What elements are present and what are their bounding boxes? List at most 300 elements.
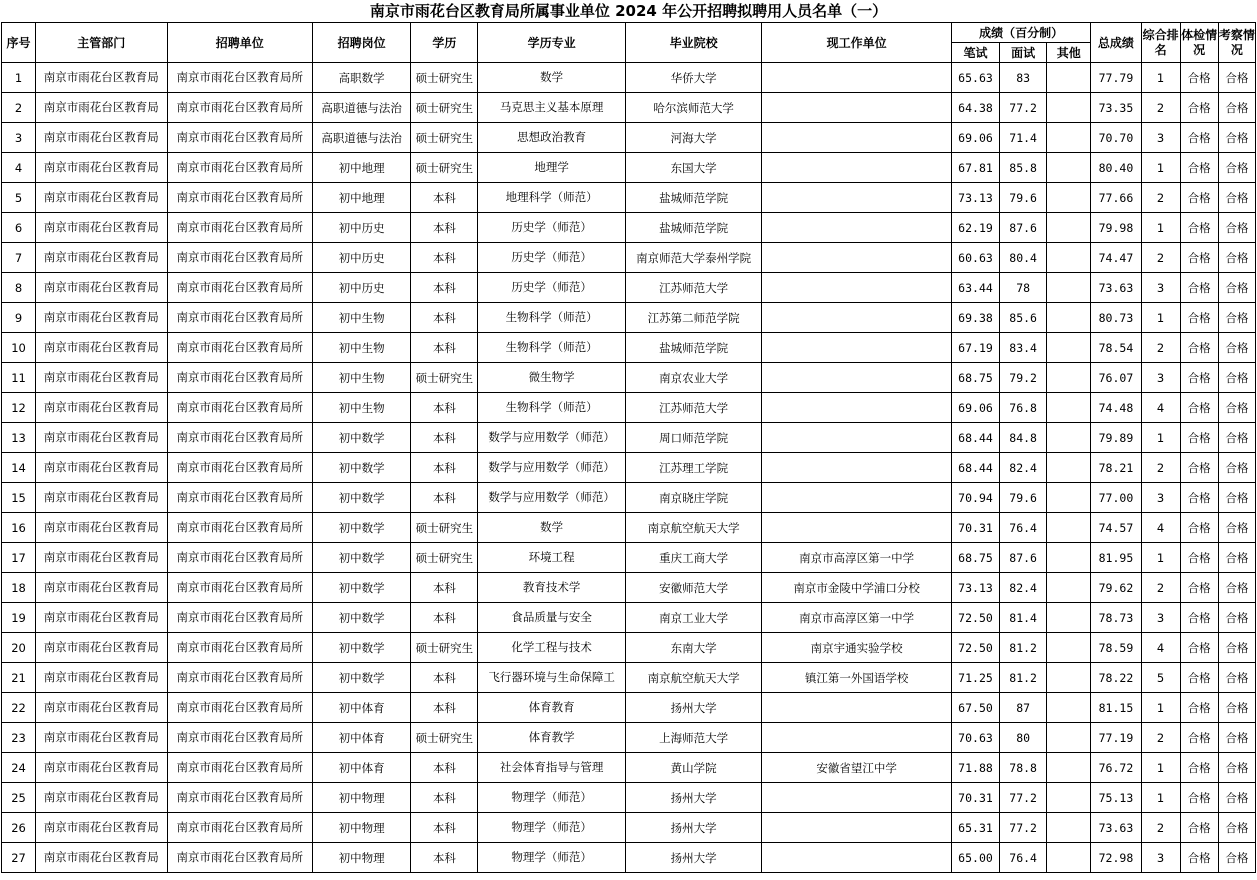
cell-unit: 南京市雨花台区教育局所 [167,633,312,663]
cell-post: 初中数学 [312,543,410,573]
cell-other [1047,543,1091,573]
cell-physical: 合格 [1180,663,1218,693]
cell-inspect: 合格 [1218,813,1255,843]
cell-major: 微生物学 [478,363,625,393]
cell-inspect: 合格 [1218,153,1255,183]
cell-edu: 本科 [411,483,478,513]
cell-total: 77.66 [1091,183,1141,213]
cell-total: 78.21 [1091,453,1141,483]
header-written: 笔试 [951,43,999,63]
cell-physical: 合格 [1180,183,1218,213]
cell-work [762,333,952,363]
cell-seq: 3 [2,123,36,153]
cell-school: 江苏理工学院 [625,453,761,483]
cell-rank: 2 [1141,93,1180,123]
cell-post: 初中物理 [312,813,410,843]
cell-other [1047,363,1091,393]
cell-physical: 合格 [1180,543,1218,573]
cell-other [1047,93,1091,123]
cell-inspect: 合格 [1218,573,1255,603]
cell-other [1047,243,1091,273]
cell-written: 70.63 [951,723,999,753]
cell-school: 扬州大学 [625,693,761,723]
cell-rank: 1 [1141,543,1180,573]
cell-interview: 87 [1000,693,1047,723]
cell-school: 周口师范学院 [625,423,761,453]
table-row [2,243,1256,273]
cell-unit: 南京市雨花台区教育局所 [167,513,312,543]
cell-interview: 79.6 [1000,483,1047,513]
cell-total: 74.47 [1091,243,1141,273]
cell-edu: 本科 [411,423,478,453]
cell-work [762,393,952,423]
cell-major: 思想政治教育 [478,123,625,153]
table-row [2,453,1256,483]
cell-inspect: 合格 [1218,753,1255,783]
cell-work [762,93,952,123]
cell-physical: 合格 [1180,243,1218,273]
cell-written: 70.31 [951,783,999,813]
cell-total: 75.13 [1091,783,1141,813]
cell-dept: 南京市雨花台区教育局 [36,63,167,93]
cell-physical: 合格 [1180,603,1218,633]
cell-rank: 1 [1141,783,1180,813]
cell-major: 体育教学 [478,723,625,753]
cell-interview: 82.4 [1000,573,1047,603]
cell-rank: 4 [1141,633,1180,663]
cell-inspect: 合格 [1218,783,1255,813]
cell-work [762,483,952,513]
cell-post: 初中生物 [312,393,410,423]
cell-school: 东国大学 [625,153,761,183]
cell-physical: 合格 [1180,393,1218,423]
cell-written: 65.00 [951,843,999,873]
cell-major: 教育技术学 [478,573,625,603]
cell-edu: 本科 [411,393,478,423]
cell-unit: 南京市雨花台区教育局所 [167,573,312,603]
cell-written: 69.06 [951,393,999,423]
cell-unit: 南京市雨花台区教育局所 [167,363,312,393]
cell-other [1047,603,1091,633]
cell-work [762,453,952,483]
cell-dept: 南京市雨花台区教育局 [36,513,167,543]
cell-written: 73.13 [951,183,999,213]
cell-rank: 2 [1141,243,1180,273]
cell-written: 67.81 [951,153,999,183]
cell-dept: 南京市雨花台区教育局 [36,183,167,213]
cell-interview: 87.6 [1000,213,1047,243]
cell-rank: 2 [1141,813,1180,843]
cell-total: 78.22 [1091,663,1141,693]
cell-physical: 合格 [1180,843,1218,873]
header-inspect: 考察情况 [1218,23,1255,63]
cell-dept: 南京市雨花台区教育局 [36,633,167,663]
cell-physical: 合格 [1180,363,1218,393]
table-row [2,303,1256,333]
cell-rank: 1 [1141,423,1180,453]
cell-seq: 10 [2,333,36,363]
table-row [2,183,1256,213]
cell-major: 历史学（师范） [478,243,625,273]
cell-seq: 12 [2,393,36,423]
cell-dept: 南京市雨花台区教育局 [36,153,167,183]
cell-post: 初中历史 [312,273,410,303]
cell-other [1047,753,1091,783]
cell-major: 数学与应用数学（师范） [478,423,625,453]
cell-dept: 南京市雨花台区教育局 [36,663,167,693]
cell-school: 扬州大学 [625,783,761,813]
cell-unit: 南京市雨花台区教育局所 [167,303,312,333]
cell-other [1047,273,1091,303]
cell-other [1047,303,1091,333]
cell-edu: 硕士研究生 [411,723,478,753]
cell-work: 南京市高淳区第一中学 [762,603,952,633]
cell-dept: 南京市雨花台区教育局 [36,543,167,573]
cell-major: 地理学 [478,153,625,183]
table-row [2,363,1256,393]
table-body [2,63,1256,873]
cell-written: 70.94 [951,483,999,513]
cell-rank: 2 [1141,723,1180,753]
cell-major: 数学与应用数学（师范） [478,453,625,483]
table-row [2,843,1256,873]
cell-dept: 南京市雨花台区教育局 [36,243,167,273]
cell-interview: 80.4 [1000,243,1047,273]
cell-work: 镇江第一外国语学校 [762,663,952,693]
table-row [2,603,1256,633]
cell-rank: 1 [1141,63,1180,93]
cell-seq: 6 [2,213,36,243]
cell-physical: 合格 [1180,573,1218,603]
cell-post: 初中地理 [312,153,410,183]
header-seq: 序号 [2,23,36,63]
cell-unit: 南京市雨花台区教育局所 [167,273,312,303]
cell-post: 初中数学 [312,573,410,603]
cell-major: 历史学（师范） [478,273,625,303]
cell-total: 76.07 [1091,363,1141,393]
cell-edu: 本科 [411,183,478,213]
cell-written: 68.75 [951,363,999,393]
cell-school: 扬州大学 [625,843,761,873]
cell-total: 76.72 [1091,753,1141,783]
table-row [2,813,1256,843]
cell-edu: 本科 [411,213,478,243]
cell-other [1047,63,1091,93]
cell-post: 初中数学 [312,603,410,633]
cell-work [762,303,952,333]
cell-dept: 南京市雨花台区教育局 [36,453,167,483]
table-row [2,633,1256,663]
cell-work: 南京市金陵中学浦口分校 [762,573,952,603]
cell-post: 初中历史 [312,243,410,273]
cell-school: 南京航空航天大学 [625,513,761,543]
cell-post: 初中历史 [312,213,410,243]
cell-work [762,273,952,303]
page-title: 南京市雨花台区教育局所属事业单位 2024 年公开招聘拟聘用人员名单（一） [369,2,888,20]
cell-school: 重庆工商大学 [625,543,761,573]
cell-rank: 4 [1141,513,1180,543]
cell-work: 安徽省望江中学 [762,753,952,783]
cell-seq: 14 [2,453,36,483]
cell-school: 黄山学院 [625,753,761,783]
cell-work [762,183,952,213]
cell-total: 73.63 [1091,273,1141,303]
cell-rank: 2 [1141,183,1180,213]
cell-physical: 合格 [1180,423,1218,453]
cell-dept: 南京市雨花台区教育局 [36,393,167,423]
cell-total: 78.73 [1091,603,1141,633]
cell-interview: 82.4 [1000,453,1047,483]
cell-total: 81.15 [1091,693,1141,723]
cell-school: 安徽师范大学 [625,573,761,603]
cell-major: 体育教育 [478,693,625,723]
cell-work [762,363,952,393]
cell-unit: 南京市雨花台区教育局所 [167,693,312,723]
cell-unit: 南京市雨花台区教育局所 [167,393,312,423]
cell-major: 生物科学（师范） [478,333,625,363]
cell-dept: 南京市雨花台区教育局 [36,843,167,873]
cell-total: 79.98 [1091,213,1141,243]
cell-seq: 19 [2,603,36,633]
cell-major: 马克思主义基本原理 [478,93,625,123]
cell-physical: 合格 [1180,483,1218,513]
cell-post: 初中数学 [312,633,410,663]
header-post: 招聘岗位 [312,23,410,63]
cell-post: 初中数学 [312,663,410,693]
table-row [2,393,1256,423]
cell-total: 74.48 [1091,393,1141,423]
cell-work [762,213,952,243]
cell-post: 初中数学 [312,513,410,543]
cell-post: 初中体育 [312,693,410,723]
cell-edu: 本科 [411,573,478,603]
table-row [2,423,1256,453]
cell-dept: 南京市雨花台区教育局 [36,693,167,723]
cell-interview: 83 [1000,63,1047,93]
cell-dept: 南京市雨花台区教育局 [36,753,167,783]
cell-inspect: 合格 [1218,63,1255,93]
cell-seq: 15 [2,483,36,513]
header-dept: 主管部门 [36,23,167,63]
table-row [2,153,1256,183]
cell-other [1047,663,1091,693]
cell-edu: 本科 [411,303,478,333]
header-other: 其他 [1047,43,1091,63]
table-row [2,693,1256,723]
cell-dept: 南京市雨花台区教育局 [36,273,167,303]
table-row [2,93,1256,123]
cell-written: 72.50 [951,603,999,633]
cell-other [1047,843,1091,873]
cell-work: 南京市高淳区第一中学 [762,543,952,573]
cell-school: 南京晓庄学院 [625,483,761,513]
cell-total: 70.70 [1091,123,1141,153]
cell-rank: 3 [1141,123,1180,153]
cell-post: 初中体育 [312,723,410,753]
cell-other [1047,423,1091,453]
cell-work [762,153,952,183]
cell-written: 67.50 [951,693,999,723]
cell-inspect: 合格 [1218,123,1255,153]
cell-physical: 合格 [1180,693,1218,723]
cell-rank: 2 [1141,453,1180,483]
cell-major: 飞行器环境与生命保障工 [478,663,625,693]
cell-major: 历史学（师范） [478,213,625,243]
cell-total: 77.19 [1091,723,1141,753]
cell-other [1047,453,1091,483]
cell-interview: 77.2 [1000,783,1047,813]
cell-school: 江苏师范大学 [625,273,761,303]
cell-seq: 17 [2,543,36,573]
cell-major: 物理学（师范） [478,813,625,843]
cell-interview: 81.2 [1000,633,1047,663]
cell-major: 社会体育指导与管理 [478,753,625,783]
cell-edu: 本科 [411,453,478,483]
cell-interview: 78.8 [1000,753,1047,783]
table-row [2,663,1256,693]
candidate-table [1,22,1256,873]
table-row [2,543,1256,573]
cell-inspect: 合格 [1218,273,1255,303]
table-row [2,123,1256,153]
cell-written: 68.75 [951,543,999,573]
cell-total: 79.89 [1091,423,1141,453]
cell-written: 65.63 [951,63,999,93]
cell-post: 初中物理 [312,783,410,813]
table-row [2,723,1256,753]
cell-seq: 2 [2,93,36,123]
cell-school: 南京工业大学 [625,603,761,633]
cell-school: 盐城师范学院 [625,213,761,243]
cell-physical: 合格 [1180,123,1218,153]
cell-dept: 南京市雨花台区教育局 [36,783,167,813]
cell-other [1047,213,1091,243]
cell-physical: 合格 [1180,633,1218,663]
cell-dept: 南京市雨花台区教育局 [36,813,167,843]
cell-seq: 16 [2,513,36,543]
cell-other [1047,513,1091,543]
cell-physical: 合格 [1180,273,1218,303]
cell-inspect: 合格 [1218,693,1255,723]
cell-interview: 78 [1000,273,1047,303]
cell-seq: 25 [2,783,36,813]
cell-seq: 5 [2,183,36,213]
header-total: 总成绩 [1091,23,1141,63]
cell-unit: 南京市雨花台区教育局所 [167,483,312,513]
cell-unit: 南京市雨花台区教育局所 [167,453,312,483]
cell-physical: 合格 [1180,813,1218,843]
cell-physical: 合格 [1180,513,1218,543]
cell-work [762,723,952,753]
cell-rank: 1 [1141,153,1180,183]
cell-physical: 合格 [1180,453,1218,483]
cell-seq: 18 [2,573,36,603]
cell-inspect: 合格 [1218,633,1255,663]
cell-interview: 80 [1000,723,1047,753]
cell-inspect: 合格 [1218,483,1255,513]
table-row [2,483,1256,513]
cell-other [1047,483,1091,513]
cell-written: 63.44 [951,273,999,303]
cell-edu: 本科 [411,603,478,633]
cell-interview: 87.6 [1000,543,1047,573]
cell-seq: 23 [2,723,36,753]
cell-major: 生物科学（师范） [478,303,625,333]
cell-other [1047,693,1091,723]
cell-post: 初中体育 [312,753,410,783]
cell-written: 70.31 [951,513,999,543]
cell-unit: 南京市雨花台区教育局所 [167,243,312,273]
cell-post: 初中数学 [312,453,410,483]
cell-seq: 21 [2,663,36,693]
cell-post: 高职数学 [312,63,410,93]
cell-major: 化学工程与技术 [478,633,625,663]
cell-seq: 1 [2,63,36,93]
cell-total: 73.35 [1091,93,1141,123]
table-row [2,513,1256,543]
cell-interview: 81.4 [1000,603,1047,633]
cell-rank: 2 [1141,573,1180,603]
cell-rank: 3 [1141,483,1180,513]
cell-written: 71.25 [951,663,999,693]
cell-total: 77.00 [1091,483,1141,513]
cell-interview: 83.4 [1000,333,1047,363]
cell-seq: 9 [2,303,36,333]
cell-unit: 南京市雨花台区教育局所 [167,423,312,453]
cell-post: 高职道德与法治 [312,123,410,153]
cell-dept: 南京市雨花台区教育局 [36,93,167,123]
cell-rank: 3 [1141,843,1180,873]
cell-work [762,693,952,723]
cell-unit: 南京市雨花台区教育局所 [167,93,312,123]
cell-unit: 南京市雨花台区教育局所 [167,153,312,183]
cell-edu: 硕士研究生 [411,363,478,393]
cell-other [1047,723,1091,753]
header-interview: 面试 [1000,43,1047,63]
cell-school: 南京师范大学泰州学院 [625,243,761,273]
cell-school: 南京航空航天大学 [625,663,761,693]
cell-interview: 77.2 [1000,813,1047,843]
cell-dept: 南京市雨花台区教育局 [36,423,167,453]
cell-other [1047,153,1091,183]
cell-unit: 南京市雨花台区教育局所 [167,783,312,813]
cell-rank: 5 [1141,663,1180,693]
cell-interview: 79.6 [1000,183,1047,213]
cell-major: 物理学（师范） [478,783,625,813]
cell-school: 盐城师范学院 [625,183,761,213]
cell-major: 地理科学（师范） [478,183,625,213]
cell-inspect: 合格 [1218,333,1255,363]
cell-work [762,123,952,153]
cell-written: 67.19 [951,333,999,363]
cell-inspect: 合格 [1218,843,1255,873]
cell-inspect: 合格 [1218,213,1255,243]
table-row [2,573,1256,603]
cell-major: 环境工程 [478,543,625,573]
cell-physical: 合格 [1180,303,1218,333]
cell-seq: 13 [2,423,36,453]
cell-work [762,843,952,873]
cell-unit: 南京市雨花台区教育局所 [167,213,312,243]
cell-work: 南京宇通实验学校 [762,633,952,663]
table-row [2,273,1256,303]
cell-interview: 76.4 [1000,843,1047,873]
cell-unit: 南京市雨花台区教育局所 [167,663,312,693]
cell-interview: 71.4 [1000,123,1047,153]
cell-interview: 85.8 [1000,153,1047,183]
cell-unit: 南京市雨花台区教育局所 [167,543,312,573]
cell-written: 65.31 [951,813,999,843]
